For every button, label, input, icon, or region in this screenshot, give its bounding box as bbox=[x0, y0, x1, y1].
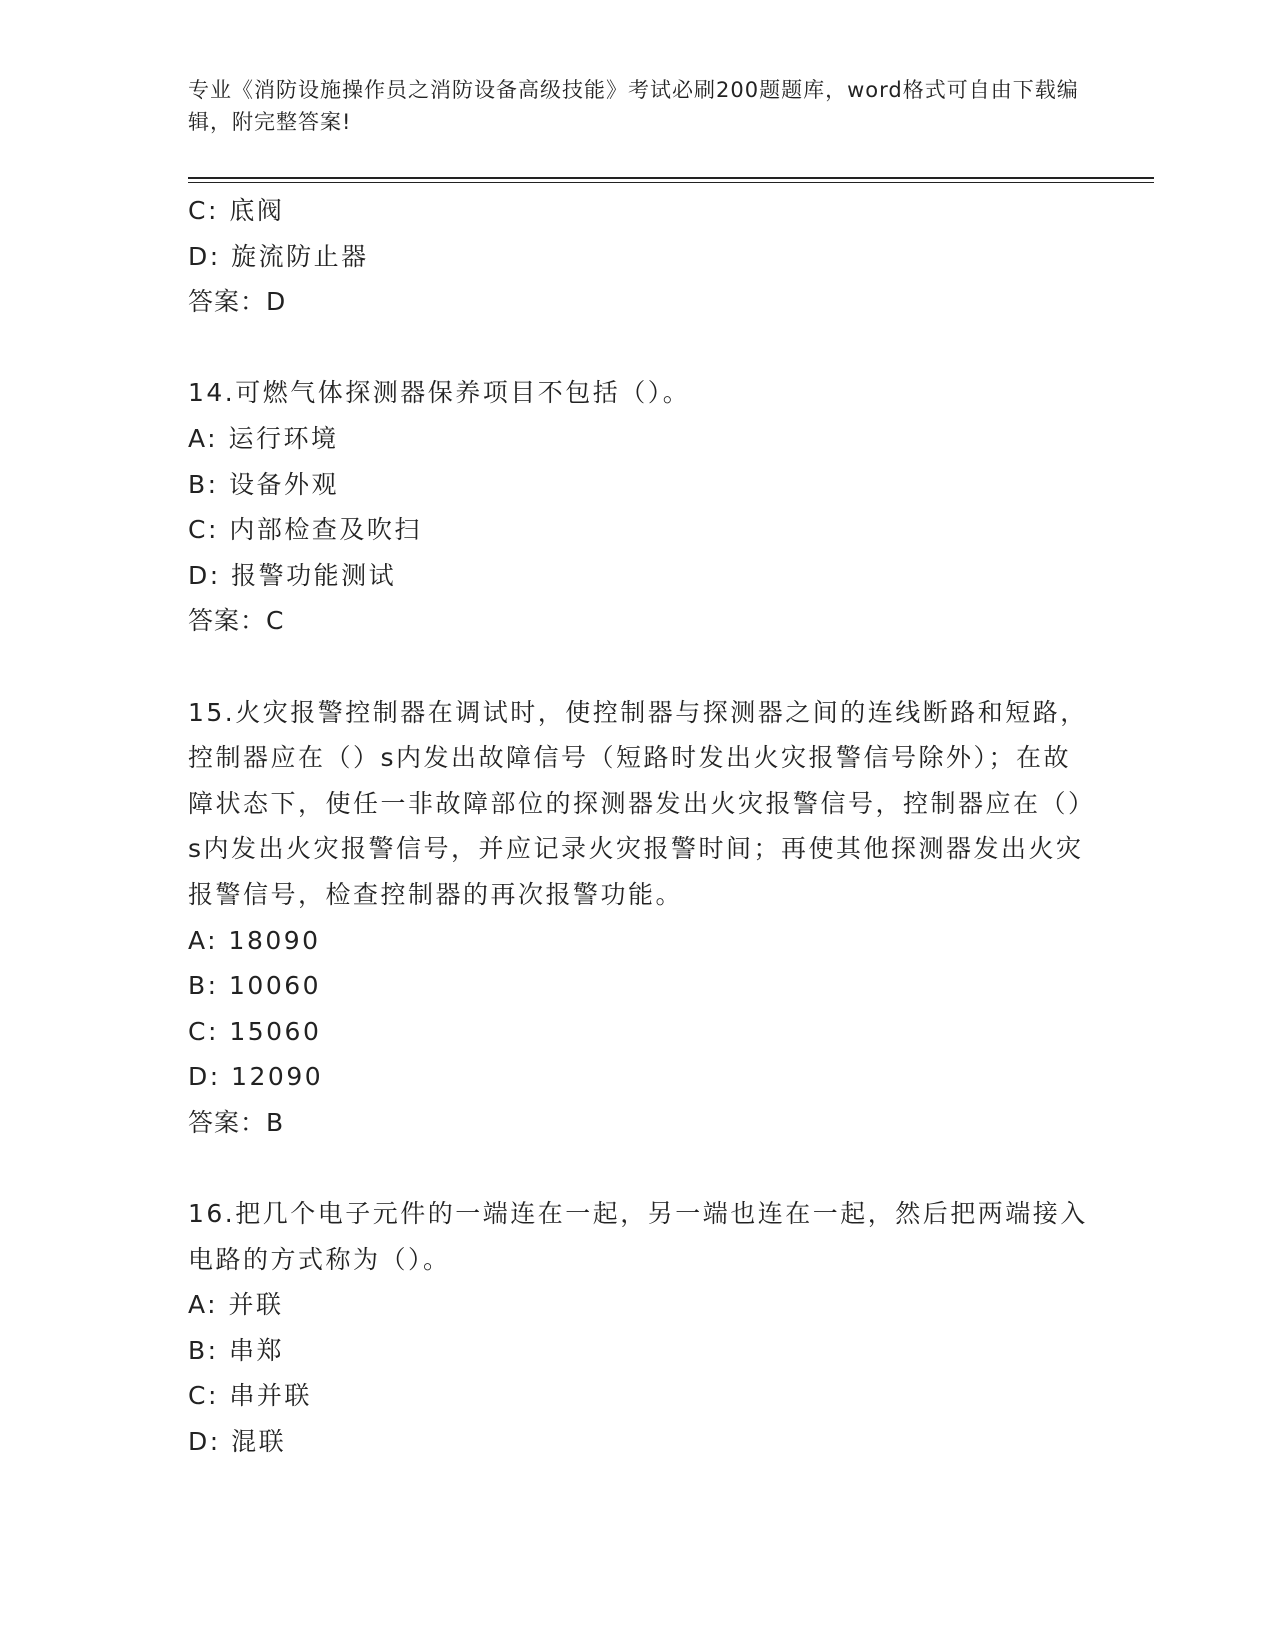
option-d: D: 12090 bbox=[188, 1062, 324, 1092]
option-b: B: 10060 bbox=[188, 971, 322, 1001]
question-16 bbox=[188, 1191, 1088, 1465]
question-15 bbox=[188, 690, 1088, 1146]
header-divider-thin bbox=[188, 182, 1154, 183]
question-text: 16.把几个电子元件的一端连在一起，另一端也连在一起，然后把两端接入电路的方式称为（）。 bbox=[188, 1199, 1088, 1274]
option-c: C: 内部检查及吹扫 bbox=[188, 515, 422, 545]
header-divider-thick bbox=[188, 177, 1154, 179]
option-d: D: 混联 bbox=[188, 1427, 287, 1457]
answer-line: 答案：D bbox=[188, 287, 287, 317]
answer-line: 答案：B bbox=[188, 1107, 285, 1137]
document-header bbox=[188, 74, 1088, 138]
continued-question bbox=[188, 188, 1088, 325]
option-b: B: 设备外观 bbox=[188, 469, 340, 499]
answer-line: 答案：C bbox=[188, 606, 285, 636]
question-text: 14.可燃气体探测器保养项目不包括（）。 bbox=[188, 378, 691, 408]
spacer bbox=[188, 325, 1088, 371]
spacer bbox=[188, 644, 1088, 690]
question-text: 15.火灾报警控制器在调试时，使控制器与探测器之间的连线断路和短路，控制器应在（）s内发出故障信号（短路时发出火灾报警信号除外）；在故障状态下，使任一非故障部位的探测器发出火灾报警信号，控制器应在（）s内发出火灾报警信号，并应记录火灾报警时间；再使其他探测器发出火灾报警信号，检查控制器的再次报警功能。 bbox=[188, 697, 1088, 909]
option-a: A: 并联 bbox=[188, 1290, 284, 1320]
header-title: 专业《消防设施操作员之消防设备高级技能》考试必刷200题题库，word格式可自由下载编辑，附完整答案! bbox=[188, 78, 1079, 134]
option-c: C: 15060 bbox=[188, 1016, 322, 1046]
document-body bbox=[188, 188, 1088, 1465]
option-a: A: 18090 bbox=[188, 925, 321, 955]
spacer bbox=[188, 1145, 1088, 1191]
option-d: D: 报警功能测试 bbox=[188, 560, 397, 590]
option-a: A: 运行环境 bbox=[188, 423, 339, 453]
option-d: D: 旋流防止器 bbox=[188, 241, 369, 271]
option-b: B: 串郑 bbox=[188, 1335, 285, 1365]
option-c: C: 串并联 bbox=[188, 1381, 312, 1411]
question-14 bbox=[188, 370, 1088, 644]
option-c: C: 底阀 bbox=[188, 196, 285, 225]
